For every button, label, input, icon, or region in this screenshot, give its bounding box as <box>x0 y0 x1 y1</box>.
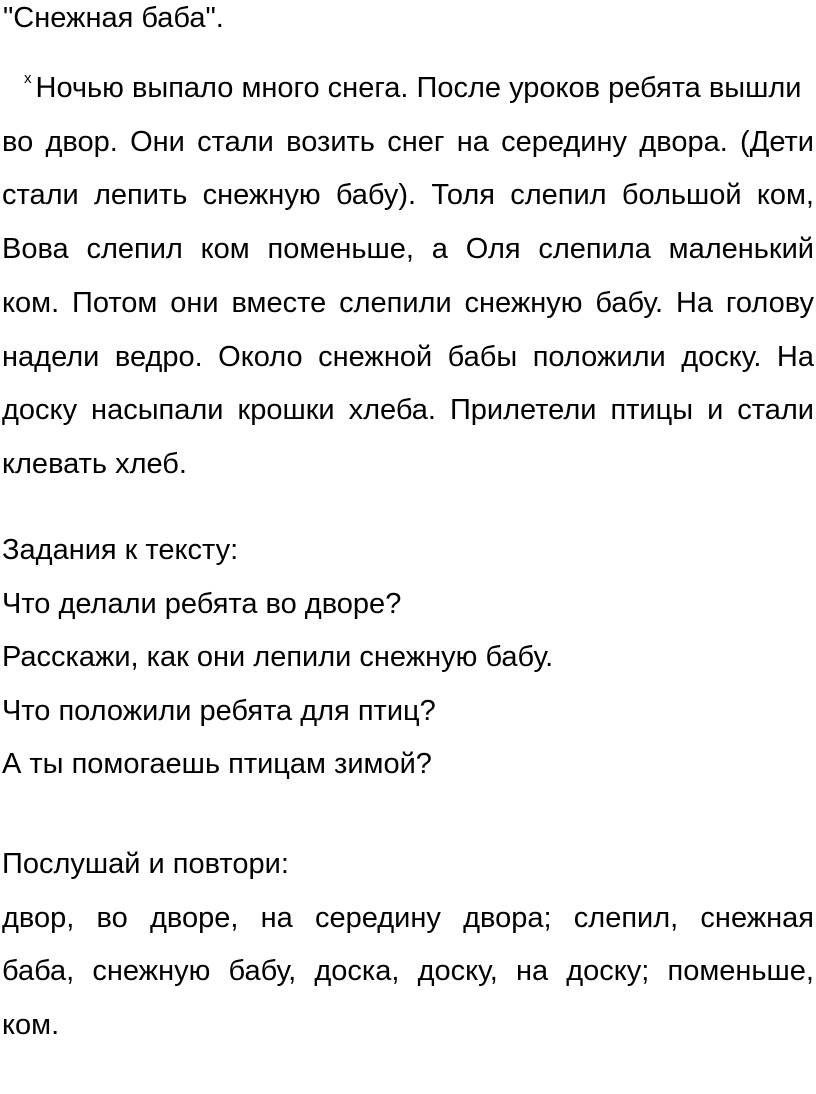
story-line: $^x$ Ночью выпало много снега. После уроков ребята вышли <box>24 70 802 104</box>
story-line: Вова слепил ком поменьше, а Оля слепила маленький <box>2 233 814 266</box>
story-line: стали лепить снежную бабу). Толя слепил большой ком, <box>2 179 814 212</box>
story-line: ком. Потом они вместе слепили снежную бабу. На голову <box>2 286 814 319</box>
tasks-section <box>2 524 814 792</box>
task-item: Что положили ребята для птиц? <box>2 694 436 727</box>
repeat-section <box>2 838 814 1052</box>
story-line: надели ведро. Около снежной бабы положили доску. На <box>2 340 814 373</box>
document-title: "Снежная баба". <box>3 2 224 34</box>
repeat-line: двор, во дворе, на середину двора; слепил, снежная <box>2 901 814 934</box>
task-item: Расскажи, как они лепили снежную бабу. <box>2 641 554 673</box>
tasks-heading: Задания к тексту: <box>2 534 239 566</box>
story-line: доску насыпали крошки хлеба. Прилетели птицы и стали <box>2 394 814 427</box>
task-item: Что делали ребята во дворе? <box>2 587 402 620</box>
story-line: во двор. Они стали возить снег на середину двора. (Дети <box>2 125 814 158</box>
footnote-marker: x <box>24 70 32 87</box>
story-line: клевать хлеб. <box>2 447 187 480</box>
story-text <box>2 52 814 492</box>
task-item: А ты помогаешь птицам зимой? <box>2 748 432 780</box>
repeat-heading: Послушай и повтори: <box>2 848 289 880</box>
repeat-line: ком. <box>2 1008 60 1041</box>
repeat-line: баба, снежную бабу, доска, доску, на доску; поменьше, <box>2 955 814 987</box>
